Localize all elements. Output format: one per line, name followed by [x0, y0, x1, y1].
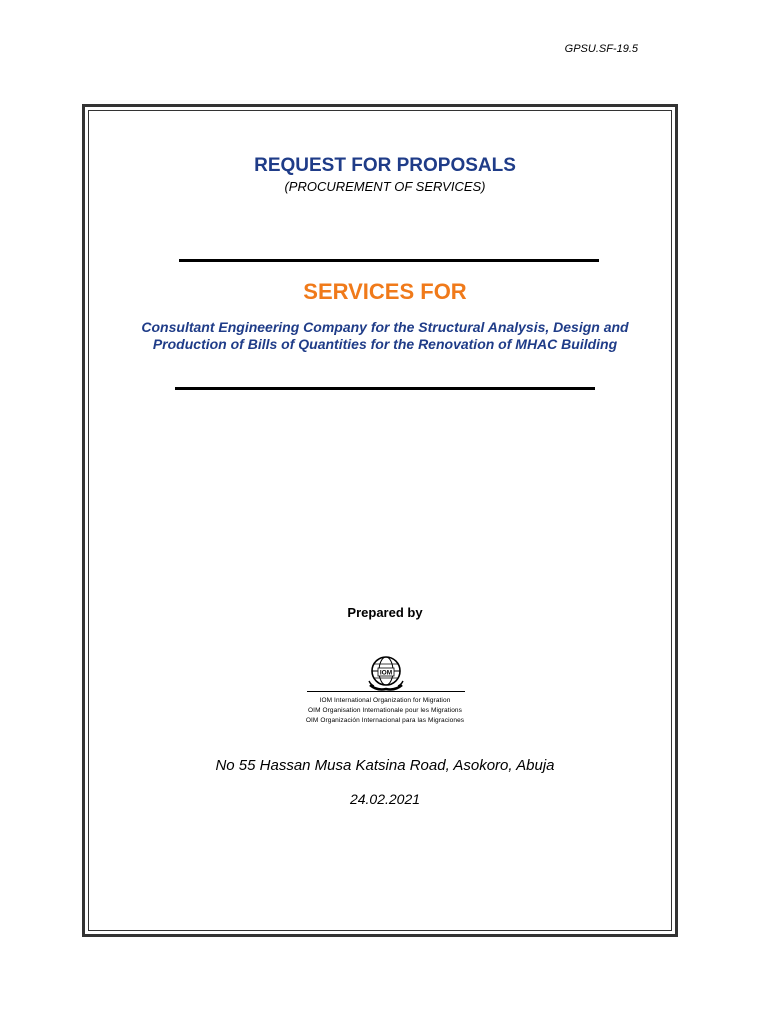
services-description: Consultant Engineering Company for the Structural Analysis, Design and Production of Bills of Quantities for the Renovation of MHAC Building — [141, 319, 629, 352]
divider-bottom — [175, 387, 595, 390]
iom-logo-icon — [365, 655, 407, 693]
page-border — [82, 104, 678, 937]
logo-divider — [307, 691, 465, 692]
document-title: REQUEST FOR PROPOSALS — [254, 155, 516, 176]
organization-name-es: OIM Organización Internacional para las Migraciones — [305, 717, 465, 724]
document-date: 24.02.2021 — [349, 791, 421, 807]
services-heading: SERVICES FOR — [303, 279, 467, 304]
prepared-by-label: Prepared by — [347, 605, 423, 620]
address: No 55 Hassan Musa Katsina Road, Asokoro, Abuja — [215, 757, 555, 774]
page-border-inner — [88, 110, 672, 931]
document-subtitle: (PROCUREMENT OF SERVICES) — [284, 179, 486, 194]
document-code: GPSU.SF-19.5 — [564, 43, 638, 55]
organization-name-fr: OIM Organisation Internationale pour les Migrations — [308, 707, 462, 714]
organization-name-en: IOM International Organization for Migration — [319, 697, 451, 704]
logo-lettering: IOM — [379, 669, 393, 677]
divider-top — [179, 259, 599, 262]
